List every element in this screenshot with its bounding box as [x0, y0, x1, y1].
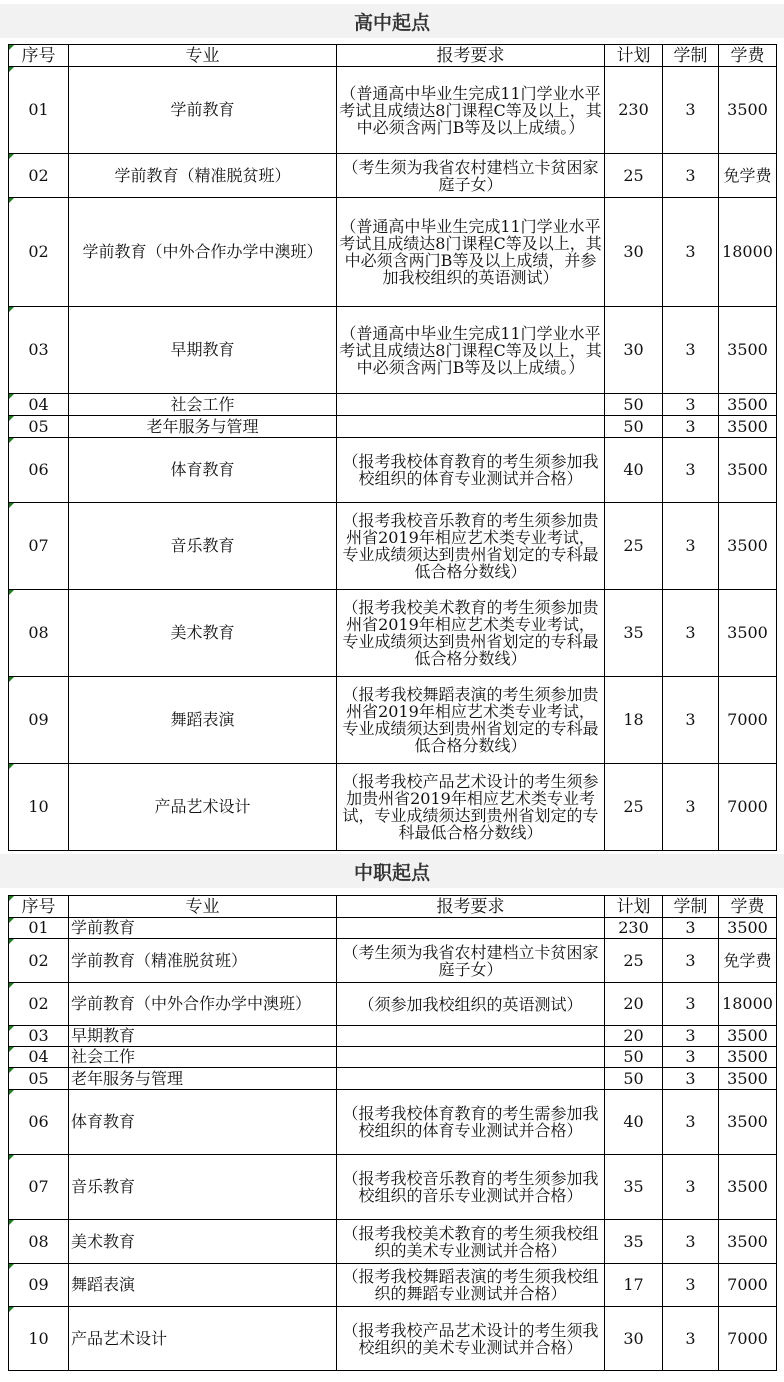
cell-plan: 30 [605, 1307, 663, 1371]
cell-major: 体育教育 [69, 1090, 337, 1155]
cell-years: 3 [663, 983, 719, 1026]
cell-plan: 50 [605, 416, 663, 438]
cell-req: （报考我校音乐教育的考生须参加贵州省2019年相应艺术类专业考试，专业成绩须达到贵州省划定的专科最低合格分数线） [337, 503, 605, 590]
cell-req [337, 1026, 605, 1047]
cell-fee: 3500 [719, 416, 777, 438]
cell-major: 美术教育 [69, 1220, 337, 1264]
cell-plan: 18 [605, 677, 663, 764]
table-header [9, 896, 777, 918]
cell-years: 3 [663, 1047, 719, 1068]
header-major: 专业 [69, 896, 337, 918]
cell-no: 07 [9, 503, 69, 590]
cell-no: 02 [9, 154, 69, 198]
cell-fee: 7000 [719, 1307, 777, 1371]
table-row [9, 983, 777, 1026]
cell-years: 3 [663, 1220, 719, 1264]
cell-no: 04 [9, 1047, 69, 1068]
cell-major: 老年服务与管理 [69, 416, 337, 438]
cell-fee: 3500 [719, 438, 777, 503]
cell-req: （普通高中毕业生完成11门学业水平考试且成绩达8门课程C等及以上，其中必须含两门B等及以上成绩。） [337, 307, 605, 394]
cell-years: 3 [663, 198, 719, 307]
cell-fee: 3500 [719, 918, 777, 939]
cell-major: 社会工作 [69, 394, 337, 416]
table-header [9, 45, 777, 67]
cell-major: 学前教育（中外合作办学中澳班） [69, 198, 337, 307]
cell-req [337, 394, 605, 416]
cell-req: （报考我校美术教育的考生须我校组织的美术专业测试并合格） [337, 1220, 605, 1264]
header-years: 学制 [663, 45, 719, 67]
table-row [9, 939, 777, 983]
cell-req: （报考我校音乐教育的考生须参加我校组织的音乐专业测试并合格） [337, 1155, 605, 1220]
cell-plan: 20 [605, 1026, 663, 1047]
header-fee: 学费 [719, 896, 777, 918]
cell-req: （报考我校舞蹈表演的考生须我校组织的舞蹈专业测试并合格） [337, 1264, 605, 1307]
cell-no: 09 [9, 677, 69, 764]
cell-plan: 25 [605, 154, 663, 198]
header-plan: 计划 [605, 896, 663, 918]
table-row [9, 764, 777, 851]
cell-req: （报考我校产品艺术设计的考生须参加贵州省2019年相应艺术类专业考试，专业成绩须达到贵州省划定的专科最低合格分数线） [337, 764, 605, 851]
section-title-high-school: 高中起点 [0, 4, 784, 38]
cell-fee: 免学费 [719, 939, 777, 983]
cell-fee: 3500 [719, 1068, 777, 1090]
cell-years: 3 [663, 918, 719, 939]
cell-req: （报考我校体育教育的考生需参加我校组织的体育专业测试并合格） [337, 1090, 605, 1155]
table-row [9, 1068, 777, 1090]
cell-major: 社会工作 [69, 1047, 337, 1068]
section-title-vocational: 中职起点 [0, 854, 784, 888]
vocational-table [8, 895, 777, 1371]
cell-major: 舞蹈表演 [69, 677, 337, 764]
cell-plan: 50 [605, 1068, 663, 1090]
cell-years: 3 [663, 307, 719, 394]
cell-years: 3 [663, 503, 719, 590]
cell-req: （报考我校产品艺术设计的考生须我校组织的美术专业测试并合格） [337, 1307, 605, 1371]
cell-major: 舞蹈表演 [69, 1264, 337, 1307]
cell-years: 3 [663, 416, 719, 438]
cell-req: （考生须为我省农村建档立卡贫困家庭子女） [337, 154, 605, 198]
cell-plan: 25 [605, 764, 663, 851]
table-row [9, 1026, 777, 1047]
table-row [9, 154, 777, 198]
cell-no: 09 [9, 1264, 69, 1307]
cell-major: 学前教育（中外合作办学中澳班） [69, 983, 337, 1026]
cell-plan: 230 [605, 67, 663, 154]
high-school-table [8, 44, 777, 851]
cell-no: 05 [9, 416, 69, 438]
cell-req: （普通高中毕业生完成11门学业水平考试且成绩达8门课程C等及以上，其中必须含两门B等及以上成绩。） [337, 67, 605, 154]
cell-years: 3 [663, 764, 719, 851]
table-row [9, 1155, 777, 1220]
table-row [9, 198, 777, 307]
cell-no: 03 [9, 307, 69, 394]
cell-major: 早期教育 [69, 1026, 337, 1047]
table-row [9, 67, 777, 154]
table-row [9, 1307, 777, 1371]
cell-no: 01 [9, 918, 69, 939]
cell-req: （普通高中毕业生完成11门学业水平考试且成绩达8门课程C等及以上，其中必须含两门B等及以上成绩，并参加我校组织的英语测试） [337, 198, 605, 307]
cell-fee: 3500 [719, 1026, 777, 1047]
cell-fee: 3500 [719, 1155, 777, 1220]
table-row [9, 590, 777, 677]
table-row [9, 416, 777, 438]
cell-req [337, 416, 605, 438]
cell-no: 03 [9, 1026, 69, 1047]
table-row [9, 503, 777, 590]
cell-fee: 7000 [719, 1264, 777, 1307]
cell-major: 产品艺术设计 [69, 764, 337, 851]
cell-fee: 3500 [719, 1047, 777, 1068]
cell-fee: 3500 [719, 1220, 777, 1264]
cell-fee: 3500 [719, 394, 777, 416]
cell-major: 音乐教育 [69, 1155, 337, 1220]
cell-req [337, 1047, 605, 1068]
cell-no: 08 [9, 1220, 69, 1264]
cell-major: 音乐教育 [69, 503, 337, 590]
cell-plan: 30 [605, 198, 663, 307]
cell-years: 3 [663, 438, 719, 503]
cell-fee: 7000 [719, 764, 777, 851]
header-fee: 学费 [719, 45, 777, 67]
header-plan: 计划 [605, 45, 663, 67]
cell-fee: 免学费 [719, 154, 777, 198]
header-no: 序号 [9, 896, 69, 918]
cell-fee: 3500 [719, 590, 777, 677]
cell-no: 06 [9, 1090, 69, 1155]
cell-plan: 50 [605, 394, 663, 416]
cell-req: （报考我校舞蹈表演的考生须参加贵州省2019年相应艺术类专业考试，专业成绩须达到贵州省划定的专科最低合格分数线） [337, 677, 605, 764]
cell-plan: 20 [605, 983, 663, 1026]
cell-years: 3 [663, 67, 719, 154]
table-row [9, 307, 777, 394]
cell-major: 学前教育（精准脱贫班） [69, 939, 337, 983]
cell-no: 10 [9, 1307, 69, 1371]
cell-major: 美术教育 [69, 590, 337, 677]
cell-major: 学前教育（精准脱贫班） [69, 154, 337, 198]
cell-plan: 17 [605, 1264, 663, 1307]
cell-no: 10 [9, 764, 69, 851]
cell-req [337, 918, 605, 939]
table-row [9, 677, 777, 764]
cell-fee: 18000 [719, 983, 777, 1026]
cell-req [337, 1068, 605, 1090]
cell-years: 3 [663, 677, 719, 764]
cell-req: （报考我校体育教育的考生须参加我校组织的体育专业测试并合格） [337, 438, 605, 503]
cell-years: 3 [663, 1264, 719, 1307]
cell-no: 06 [9, 438, 69, 503]
cell-fee: 3500 [719, 503, 777, 590]
cell-major: 学前教育 [69, 918, 337, 939]
table-row [9, 438, 777, 503]
cell-major: 学前教育 [69, 67, 337, 154]
cell-fee: 3500 [719, 307, 777, 394]
header-no: 序号 [9, 45, 69, 67]
header-req: 报考要求 [337, 896, 605, 918]
cell-fee: 3500 [719, 1090, 777, 1155]
table-row [9, 394, 777, 416]
cell-plan: 25 [605, 939, 663, 983]
cell-no: 01 [9, 67, 69, 154]
cell-plan: 40 [605, 1090, 663, 1155]
cell-years: 3 [663, 1307, 719, 1371]
cell-req: （须参加我校组织的英语测试） [337, 983, 605, 1026]
cell-fee: 3500 [719, 67, 777, 154]
cell-req: （考生须为我省农村建档立卡贫困家庭子女） [337, 939, 605, 983]
cell-years: 3 [663, 939, 719, 983]
cell-years: 3 [663, 1155, 719, 1220]
cell-years: 3 [663, 394, 719, 416]
cell-major: 产品艺术设计 [69, 1307, 337, 1371]
cell-years: 3 [663, 1068, 719, 1090]
cell-fee: 7000 [719, 677, 777, 764]
cell-no: 05 [9, 1068, 69, 1090]
table-row [9, 1090, 777, 1155]
table-row [9, 1220, 777, 1264]
table-row [9, 918, 777, 939]
cell-req: （报考我校美术教育的考生须参加贵州省2019年相应艺术类专业考试，专业成绩须达到贵州省划定的专科最低合格分数线） [337, 590, 605, 677]
table-row [9, 1047, 777, 1068]
cell-no: 02 [9, 939, 69, 983]
cell-years: 3 [663, 1026, 719, 1047]
cell-no: 04 [9, 394, 69, 416]
cell-years: 3 [663, 154, 719, 198]
cell-fee: 18000 [719, 198, 777, 307]
cell-plan: 35 [605, 1155, 663, 1220]
header-years: 学制 [663, 896, 719, 918]
cell-no: 08 [9, 590, 69, 677]
header-req: 报考要求 [337, 45, 605, 67]
cell-years: 3 [663, 1090, 719, 1155]
cell-years: 3 [663, 590, 719, 677]
cell-major: 体育教育 [69, 438, 337, 503]
cell-no: 02 [9, 198, 69, 307]
cell-plan: 35 [605, 590, 663, 677]
cell-plan: 35 [605, 1220, 663, 1264]
cell-no: 07 [9, 1155, 69, 1220]
cell-plan: 230 [605, 918, 663, 939]
cell-no: 02 [9, 983, 69, 1026]
cell-plan: 25 [605, 503, 663, 590]
cell-major: 早期教育 [69, 307, 337, 394]
cell-plan: 50 [605, 1047, 663, 1068]
cell-plan: 40 [605, 438, 663, 503]
cell-plan: 30 [605, 307, 663, 394]
cell-major: 老年服务与管理 [69, 1068, 337, 1090]
header-major: 专业 [69, 45, 337, 67]
table-row [9, 1264, 777, 1307]
